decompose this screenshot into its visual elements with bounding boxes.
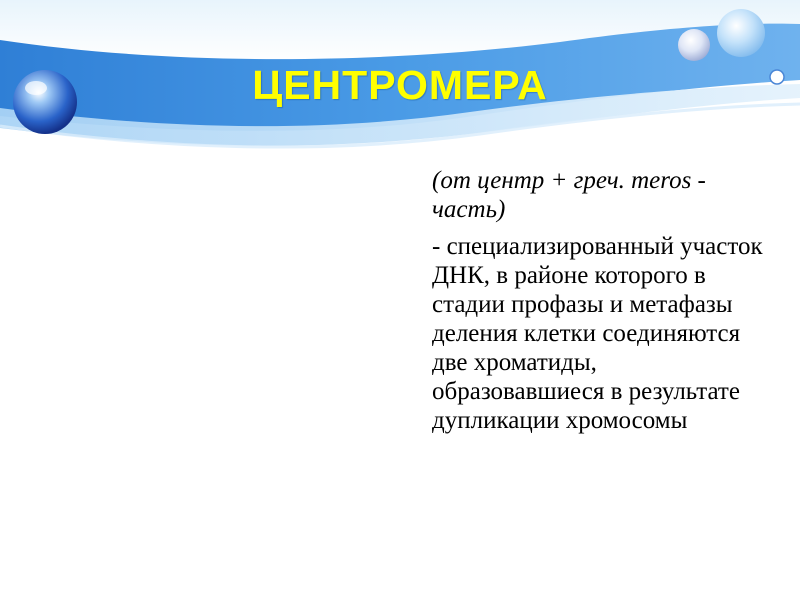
slide-title: ЦЕНТРОМЕРА bbox=[252, 62, 548, 108]
slide-body bbox=[432, 166, 772, 435]
header-banner bbox=[0, 0, 800, 170]
etymology-text: (от центр + греч. meros - часть) bbox=[432, 167, 706, 223]
definition-text: - специализированный участок ДНК, в районе которого в стадии профазы и метафазы деления клетки соединяются две хроматиды, образовавшиеся в результате дупликации хромосомы bbox=[432, 233, 763, 434]
